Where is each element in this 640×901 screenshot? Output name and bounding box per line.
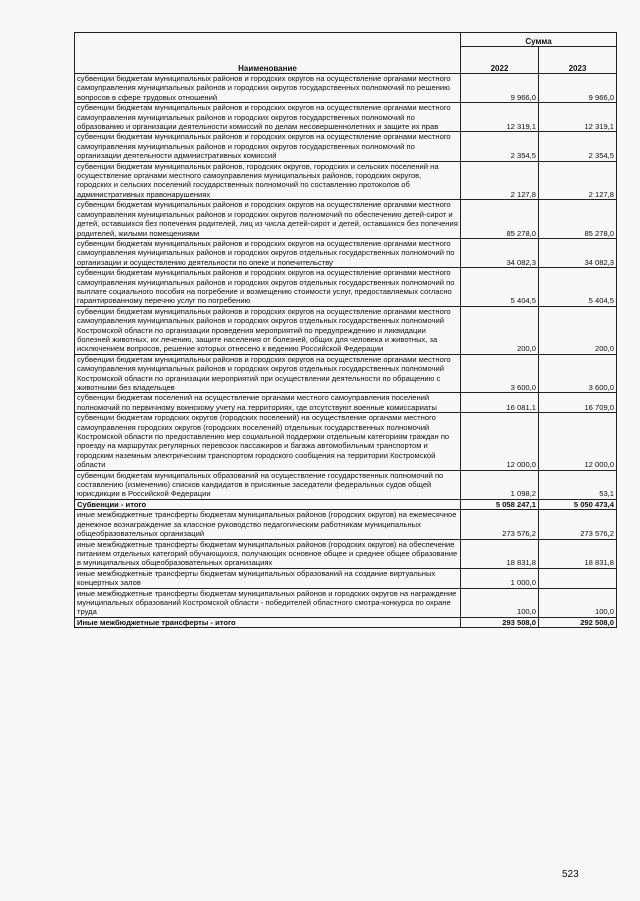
row-name-cell: субвенции бюджетам муниципальных районов и городских округов на осуществление органами местного самоуправления муниципальных районов и городских округов отдельных государственных полномочий Костромской области по организации проведения мероприятий по предупреждению и ликвидации болезней животных, их лечению, защите населения от болезней, общих для человека и животных, за исключением вопросов, решение которых отнесено к ведению Российской Федерации bbox=[75, 306, 461, 354]
value-2023-cell: 5 050 473,4 bbox=[539, 499, 617, 509]
value-2022-cell: 12 000,0 bbox=[461, 413, 539, 470]
row-name-cell: иные межбюджетные трансферты бюджетам муниципальных районов и городских округов на награждение муниципальных образований Костромской области - победителей областного смотра-конкурса по охране труда bbox=[75, 588, 461, 617]
value-2023-cell: 12 319,1 bbox=[539, 103, 617, 132]
value-2022-cell: 34 082,3 bbox=[461, 238, 539, 267]
value-2023-cell: 273 576,2 bbox=[539, 510, 617, 539]
value-2022-cell: 9 966,0 bbox=[461, 74, 539, 103]
row-name-cell: субвенции бюджетам муниципальных районов и городских округов на осуществление органами местного самоуправления муниципальных районов и городских округов отдельных государственных полномочий по организации и осуществлению деятельности по опеке и попечительству bbox=[75, 238, 461, 267]
row-name-cell: субвенции бюджетам поселений на осуществление органами местного самоуправления поселений полномочий по первичному воинскому учету на территориях, где отсутствуют военные комиссариаты bbox=[75, 393, 461, 413]
year-2022-header: 2022 bbox=[461, 47, 539, 74]
table-row bbox=[75, 103, 617, 132]
value-2023-cell: 3 600,0 bbox=[539, 354, 617, 393]
table-row bbox=[75, 74, 617, 103]
table-row bbox=[75, 200, 617, 239]
value-2023-cell: 18 831,8 bbox=[539, 539, 617, 568]
row-name-cell: субвенции бюджетам муниципальных районов и городских округов на осуществление органами местного самоуправления муниципальных районов и городских округов государственных полномочий по образованию и организации деятельности комиссий по делам несовершеннолетних и защите их прав bbox=[75, 103, 461, 132]
table-body bbox=[75, 74, 617, 628]
value-2022-cell: 2 127,8 bbox=[461, 161, 539, 200]
value-2022-cell: 3 600,0 bbox=[461, 354, 539, 393]
table-row bbox=[75, 413, 617, 470]
value-2022-cell: 273 576,2 bbox=[461, 510, 539, 539]
value-2023-cell: 292 508,0 bbox=[539, 617, 617, 627]
table-row bbox=[75, 393, 617, 413]
value-2022-cell: 200,0 bbox=[461, 306, 539, 354]
value-2022-cell: 2 354,5 bbox=[461, 132, 539, 161]
value-2023-cell: 100,0 bbox=[539, 588, 617, 617]
sum-column-header: Сумма bbox=[461, 33, 617, 47]
table-row bbox=[75, 568, 617, 588]
table-row bbox=[75, 161, 617, 200]
value-2023-cell: 85 278,0 bbox=[539, 200, 617, 239]
table-row bbox=[75, 238, 617, 267]
page-number: 523 bbox=[562, 869, 579, 880]
value-2022-cell: 5 058 247,1 bbox=[461, 499, 539, 509]
name-column-header: Наименование bbox=[75, 33, 461, 74]
row-name-cell: Иные межбюджетные трансферты - итого bbox=[75, 617, 461, 627]
value-2022-cell: 1 000,0 bbox=[461, 568, 539, 588]
table-row bbox=[75, 306, 617, 354]
value-2023-cell: 12 000,0 bbox=[539, 413, 617, 470]
table-row bbox=[75, 539, 617, 568]
table-row bbox=[75, 588, 617, 617]
value-2022-cell: 293 508,0 bbox=[461, 617, 539, 627]
row-name-cell: субвенции бюджетам муниципальных районов и городских округов на осуществление органами местного самоуправления муниципальных районов и городских округов отдельных государственных полномочий по выплате социального пособия на погребение и возмещению стоимости услуг, предоставляемых согласно гарантированному перечню услуг по погребению bbox=[75, 268, 461, 307]
value-2023-cell: 200,0 bbox=[539, 306, 617, 354]
table-row bbox=[75, 510, 617, 539]
value-2022-cell: 100,0 bbox=[461, 588, 539, 617]
budget-table bbox=[74, 32, 617, 628]
row-name-cell: субвенции бюджетам муниципальных районов, городских округов, городских и сельских поселений на осуществление органами местного самоуправления муниципальных районов, городских округов, городских и сельских поселений государственных полномочий по составлению протоколов об административных правонарушениях bbox=[75, 161, 461, 200]
table-row bbox=[75, 470, 617, 499]
value-2023-cell: 5 404,5 bbox=[539, 268, 617, 307]
row-name-cell: Субвенции - итого bbox=[75, 499, 461, 509]
row-name-cell: иные межбюджетные трансферты бюджетам муниципальных районов (городских округов) на ежемесячное денежное вознаграждение за классное руководство педагогическим работникам муниципальных общеобразовательных организаций bbox=[75, 510, 461, 539]
value-2022-cell: 85 278,0 bbox=[461, 200, 539, 239]
total-row bbox=[75, 617, 617, 627]
row-name-cell: субвенции бюджетам муниципальных районов и городских округов на осуществление органами местного самоуправления муниципальных районов и городских округов государственных полномочий по решению вопросов в сфере трудовых отношений bbox=[75, 74, 461, 103]
value-2022-cell: 16 081,1 bbox=[461, 393, 539, 413]
value-2022-cell: 12 319,1 bbox=[461, 103, 539, 132]
year-2023-header: 2023 bbox=[539, 47, 617, 74]
value-2023-cell: 34 082,3 bbox=[539, 238, 617, 267]
value-2023-cell bbox=[539, 568, 617, 588]
total-row bbox=[75, 499, 617, 509]
value-2022-cell: 1 098,2 bbox=[461, 470, 539, 499]
row-name-cell: субвенции бюджетам муниципальных районов и городских округов на осуществление органами местного самоуправления муниципальных районов и городских округов государственных полномочий по организации деятельности административных комиссий bbox=[75, 132, 461, 161]
table-row bbox=[75, 268, 617, 307]
row-name-cell: субвенции бюджетам муниципальных районов и городских округов на осуществление органами местного самоуправления муниципальных районов и городских округов полномочий по обеспечению детей-сирот и детей, оставшихся без попечения родителей, лиц из числа детей-сирот и детей, оставшихся без попечения родителей, жилыми помещениями bbox=[75, 200, 461, 239]
row-name-cell: субвенции бюджетам муниципальных районов и городских округов на осуществление органами местного самоуправления муниципальных районов и городских округов отдельных государственных полномочий Костромской области по организации мероприятий при осуществлении деятельности по обращению с животными без владельцев bbox=[75, 354, 461, 393]
table-row bbox=[75, 354, 617, 393]
value-2023-cell: 9 966,0 bbox=[539, 74, 617, 103]
table-row bbox=[75, 132, 617, 161]
row-name-cell: иные межбюджетные трансферты бюджетам муниципальных образований на создание виртуальных концертных залов bbox=[75, 568, 461, 588]
value-2023-cell: 53,1 bbox=[539, 470, 617, 499]
row-name-cell: иные межбюджетные трансферты бюджетам муниципальных районов (городских округов) на обеспечение питанием отдельных категорий обучающихся, получающих основное общее и среднее общее образование в муниципальных общеобразовательных организациях bbox=[75, 539, 461, 568]
header-row bbox=[75, 33, 617, 47]
value-2023-cell: 16 709,0 bbox=[539, 393, 617, 413]
row-name-cell: субвенции бюджетам городских округов (городских поселений) на осуществление органами местного самоуправления городских округов (городских поселений) отдельных государственных полномочий Костромской области по предоставлению мер социальной поддержки отдельным категориям граждан по проезду на маршрутах регулярных перевозок пассажиров и багажа автомобильным транспортом и городским наземным электрическим транспортом городского сообщения на территории Костромской области bbox=[75, 413, 461, 470]
row-name-cell: субвенции бюджетам муниципальных образований на осуществление государственных полномочий по составлению (изменению) списков кандидатов в присяжные заседатели федеральных судов общей юрисдикции в Российской Федерации bbox=[75, 470, 461, 499]
value-2022-cell: 18 831,8 bbox=[461, 539, 539, 568]
value-2022-cell: 5 404,5 bbox=[461, 268, 539, 307]
value-2023-cell: 2 354,5 bbox=[539, 132, 617, 161]
value-2023-cell: 2 127,8 bbox=[539, 161, 617, 200]
